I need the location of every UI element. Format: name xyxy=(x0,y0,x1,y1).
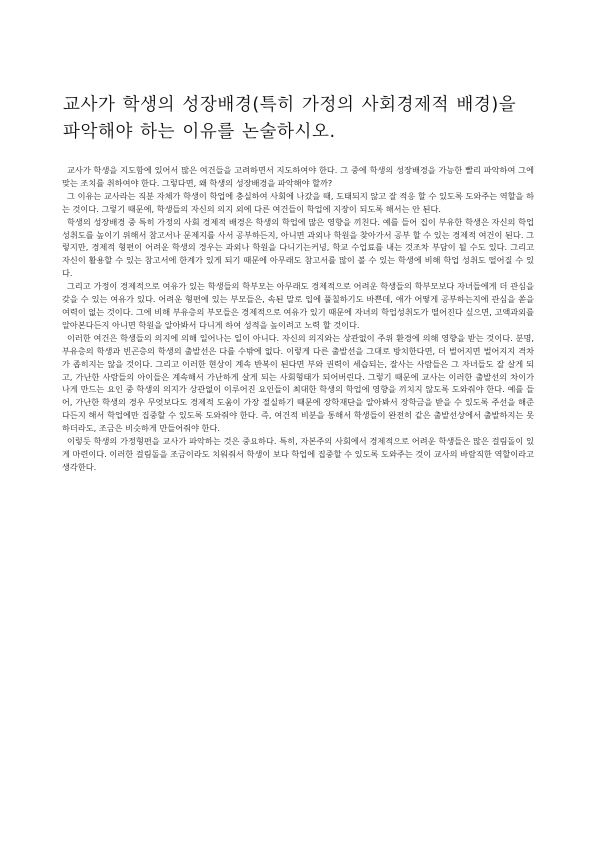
essay-body xyxy=(62,164,534,474)
paragraph-teacher-role: 그 이유는 교사라는 직분 자체가 학생이 학업에 충실하여 사회에 나갔을 때, 도태되지 않고 잘 적응 할 수 있도록 도와주는 역할을 하는 것이다. 그렇기 때문에, 학생들의 자신의 의지 외에 다른 여건들이 학업에 지장이 되도록 해서는 안 된다. xyxy=(62,190,534,214)
essay-title: 교사가 학생의 성장배경(특히 가정의 사회경제적 배경)을 파악해야 하는 이유를 논술하시오. xyxy=(63,95,517,142)
paragraph-conclusion: 이렇듯 학생의 가정형편을 교사가 파악하는 것은 중요하다. 특히, 자본주의 사회에서 경제적으로 어려운 학생들은 많은 걸림돌이 있게 마련이다. 이러한 걸림돌을 조금이라도 치워줘서 학생이 보다 학업에 집중할 수 있도록 도와주는 것이 교사의 바람직한 역할이라고 생각한다. xyxy=(62,436,534,472)
paragraph-starting-line: 이러한 여건은 학생들의 의지에 의해 일어나는 일이 아니다. 자신의 의지와는 상관없이 주위 환경에 의해 영향을 받는 것이다. 분명, 부유층의 학생과 빈곤층의 학생의 출발선은 다를 수밖에 없다. 이렇게 다른 출발선을 그대로 방치한다면, 더 벌어지면 벌어지지 격차가 좁히지는 않을 것이다. 그리고 이러한 현상이 계속 반복이 된다면 부와 권력이 세습되는, 잘사는 사람들은 그 자녀들도 잘 살게 되고, 가난한 사람들의 아이들은 계속해서 가난하게 살게 되는 사회형태가 되어버린다. 그렇기 때문에 교사는 이러한 출발선의 차이가 나게 만드는 요인 중 학생의 의지가 상관없이 이루어진 요인들이 최대한 학생의 학업에 영향을 끼치지 않도록 도와줘야 한다. 예를 들어, 가난한 학생의 경우 무엇보다도 경제적 도움이 가장 절실하기 때문에 장학재단을 알아봐서 장학금을 받을 수 있도록 주선을 해준다든지 해서 학업에만 집중할 수 있도록 도와줘야 한다. 즉, 여건적 비분을 통해서 학생들이 완전히 같은 출발선상에서 출발하지는 못하더라도, 조금은 비슷하게 만들어줘야 한다. xyxy=(62,332,534,434)
paragraph-parent-attention: 그리고 가정이 경제적으로 여유가 있는 학생들의 학부모는 아무래도 경제적으로 어려운 학생들의 학부모보다 자녀들에게 더 관심을 갖을 수 있는 여유가 있다. 어려운 형편에 있는 부모들은, 속된 말로 입에 풀칠하기도 바쁜데, 애가 어떻게 공부하는지에 관심을 쏟을 여력이 없는 것이다. 그에 비해 부유층의 부모들은 경제적으로 여유가 있기 때문에 자녀의 학업성취도가 떨어진다 싶으면, 고액과외를 알아본다든지 아니면 학원을 알아봐서 다니게 하여 성적을 높이려고 노력 할 것이다. xyxy=(62,281,534,330)
paragraph-intro: 교사가 학생을 지도함에 있어서 많은 여건들을 고려하면서 지도하여야 한다. 그 중에 학생의 성장배경을 가능한 빨리 파악하여 그에 맞는 조치를 취하여야 한다. 그렇다면, 왜 학생의 성장배경을 파악해야 할까? xyxy=(62,165,534,188)
paragraph-economic-influence: 학생의 성장배경 중 특히 가정의 사회 경제적 배경은 학생의 학업에 많은 영향을 끼친다. 예를 들어 집이 부유한 학생은 자신의 학업성취도를 높이기 위해서 참고서나 문제지를 사서 공부하든지, 아니면 과외나 학원을 찾아가서 공부 할 수 있는 경제적 여건이 된다. 그렇지만, 경제적 형편이 어려운 학생의 경우는 과외나 학원을 다니기는커녕, 학교 수업료를 내는 것조차 부담이 될 수도 있다. 그리고 자신이 활용할 수 있는 참고서에 한계가 있게 되기 때문에 아무래도 참고서를 많이 볼 수 있는 학생에 비해 학업 성취도 떨어질 수 있다. xyxy=(62,216,534,279)
